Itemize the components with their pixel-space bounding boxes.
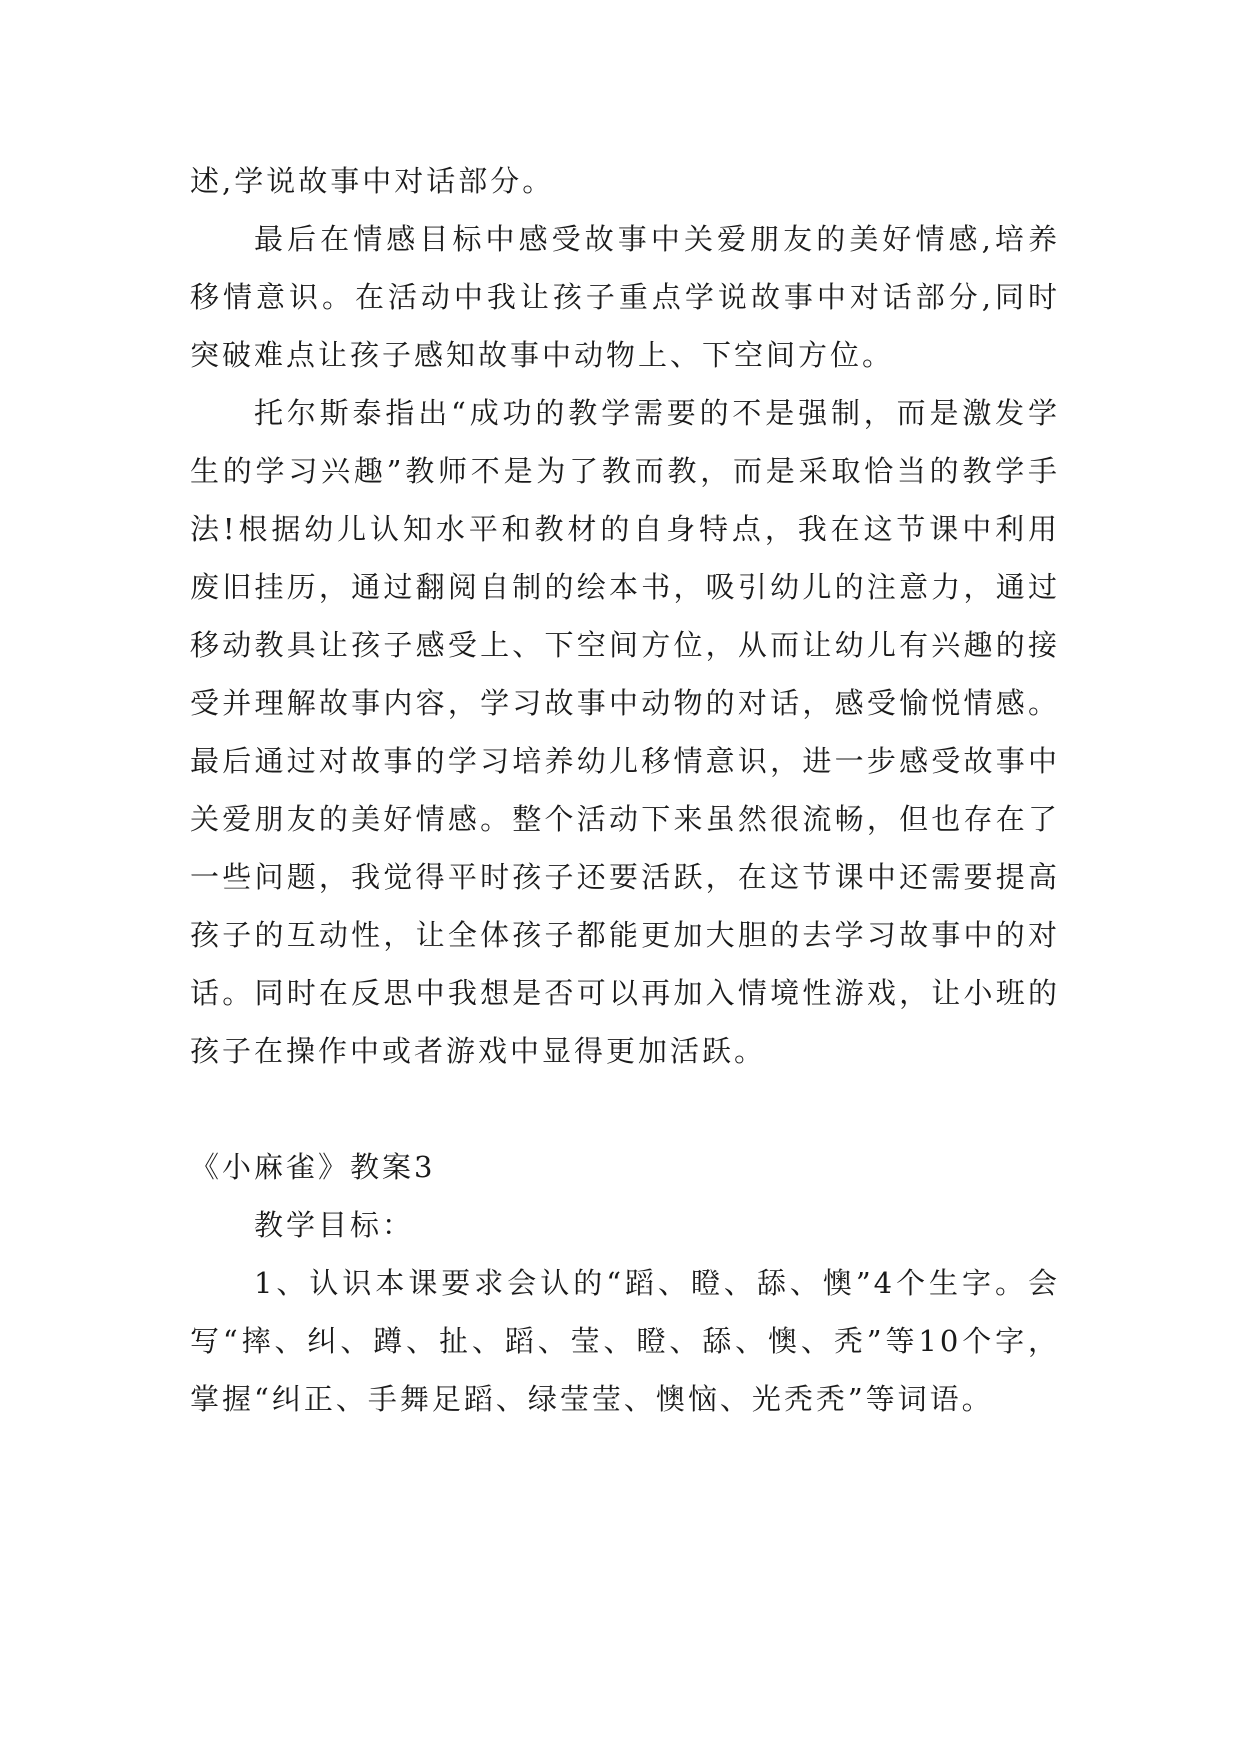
paragraph-emotional-goal: 最后在情感目标中感受故事中关爱朋友的美好情感,培养移情意识。在活动中我让孩子重点学说故事中对话部分,同时突破难点让孩子感知故事中动物上、下空间方位。 <box>190 222 1060 372</box>
paragraph-continuation: 述,学说故事中对话部分。 <box>190 164 555 198</box>
paragraph-reflection: 托尔斯泰指出“成功的教学需要的不是强制，而是激发学生的学习兴趣”教师不是为了教而教，而是采取恰当的教学手法!根据幼儿认知水平和教材的自身特点，我在这节课中利用废旧挂历，通过翻阅自制的绘本书，吸引幼儿的注意力，通过移动教具让孩子感受上、下空间方位，从而让幼儿有兴趣的接受并理解故事内容，学习故事中动物的对话，感受愉悦情感。最后通过对故事的学习培养幼儿移情意识，进一步感受故事中关爱朋友的美好情感。整个活动下来虽然很流畅，但也存在了一些问题，我觉得平时孩子还要活跃，在这节课中还需要提高孩子的互动性，让全体孩子都能更加大胆的去学习故事中的对话。同时在反思中我想是否可以再加入情境性游戏，让小班的孩子在操作中或者游戏中显得更加活跃。 <box>190 396 1060 1068</box>
objective-item-1: 1、认识本课要求会认的“蹈、瞪、舔、懊”4个生字。会写“摔、纠、蹲、扯、蹈、莹、瞪、舔、懊、秃”等10个字，掌握“纠正、手舞足蹈、绿莹莹、懊恼、光秃秃”等词语。 <box>190 1266 1060 1416</box>
section-title: 《小麻雀》教案3 <box>190 1150 436 1184</box>
objectives-heading: 教学目标： <box>254 1208 415 1242</box>
document-body <box>190 152 1060 1428</box>
